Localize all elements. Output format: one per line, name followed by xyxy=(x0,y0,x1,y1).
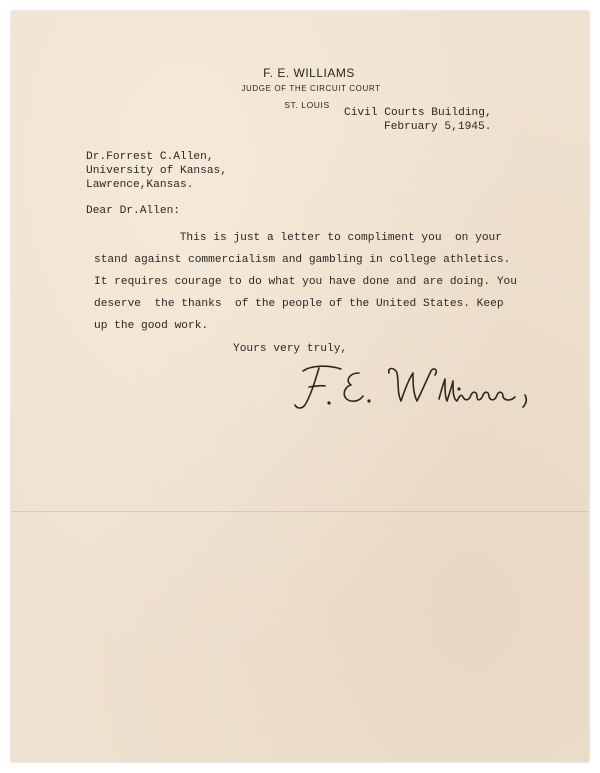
body-line-4: deserve the thanks of the people of the United States. Keep xyxy=(94,298,504,310)
letter-date: February 5,1945. xyxy=(384,121,492,133)
sender-building: Civil Courts Building, xyxy=(344,107,492,119)
recipient-line-2: University of Kansas, xyxy=(86,165,227,177)
signature xyxy=(289,359,549,419)
letterhead-title: JUDGE OF THE CIRCUIT COURT xyxy=(241,84,381,93)
fold-crease xyxy=(11,511,589,512)
recipient-line-3: Lawrence,Kansas. xyxy=(86,179,194,191)
recipient-line-1: Dr.Forrest C.Allen, xyxy=(86,151,214,163)
letter-page xyxy=(11,11,589,762)
closing: Yours very truly, xyxy=(233,343,348,355)
body-line-5: up the good work. xyxy=(94,320,209,332)
body-line-3: It requires courage to do what you have done and are doing. You xyxy=(94,276,517,288)
body-line-1: This is just a letter to compliment you on your xyxy=(126,232,502,244)
body-line-2: stand against commercialism and gambling in college athletics. xyxy=(94,254,511,266)
letterhead-city: ST. LOUIS xyxy=(284,100,330,110)
salutation: Dear Dr.Allen: xyxy=(86,205,180,217)
letterhead-name: F. E. WILLIAMS xyxy=(263,66,355,80)
